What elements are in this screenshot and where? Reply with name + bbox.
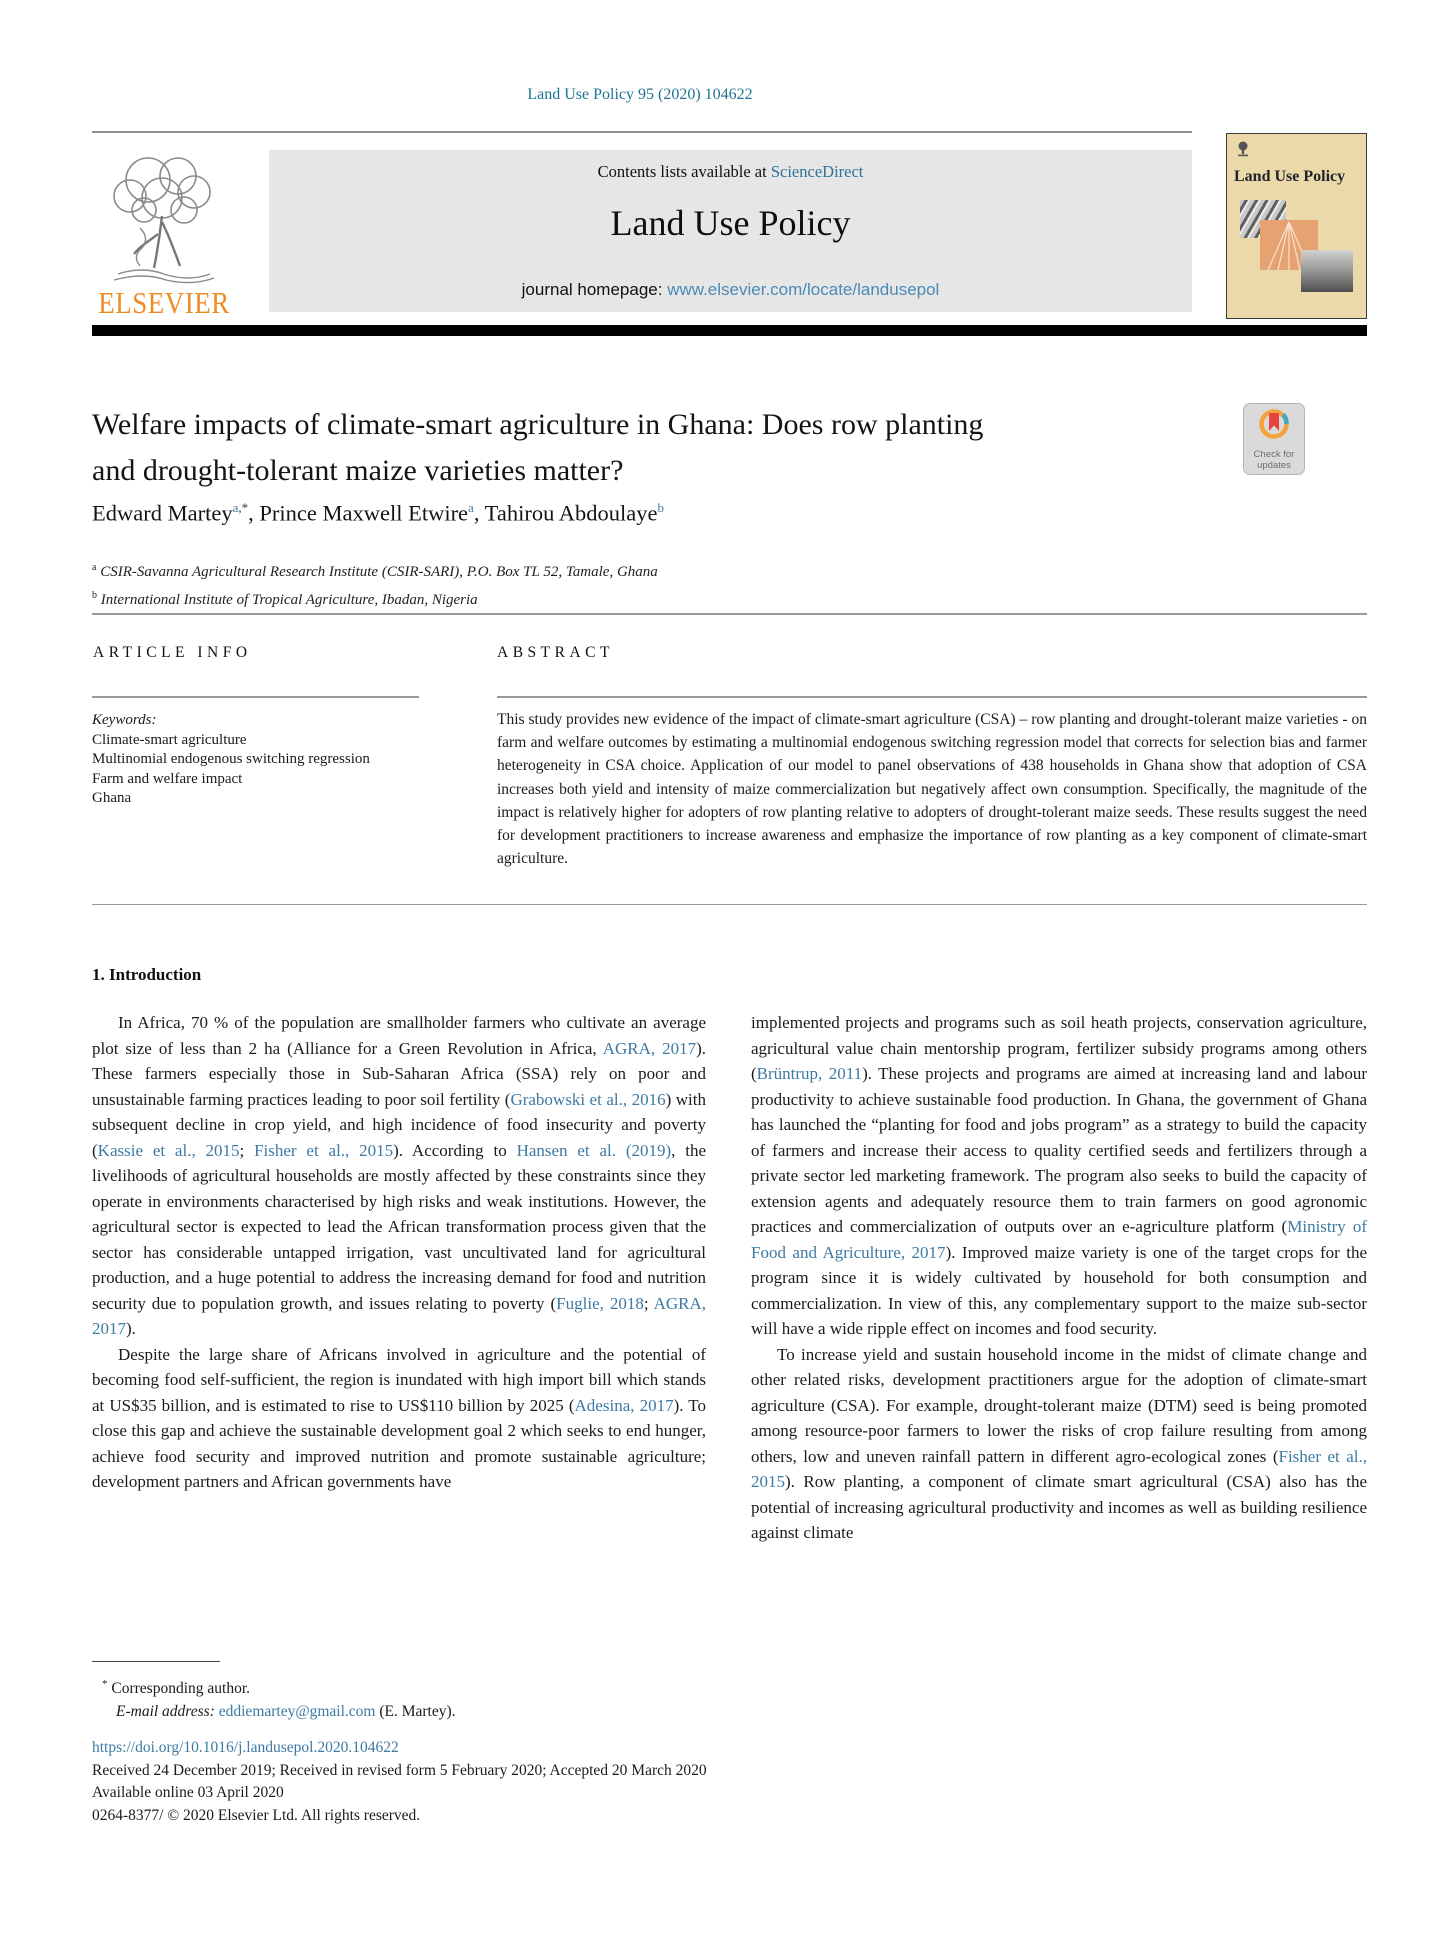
author-name: Tahirou Abdoulaye [484, 500, 658, 526]
copyright-line: 0264-8377/ © 2020 Elsevier Ltd. All rights reserved. [92, 1806, 421, 1824]
article-info-heading: ARTICLE INFO [93, 644, 252, 661]
footnote-block [92, 1673, 456, 1723]
affiliations [92, 556, 658, 612]
homepage-line [269, 280, 1192, 300]
separator-bar [92, 325, 1367, 336]
affiliation: $^b$ International Institute of Tropical Agriculture, Ibadan, Nigeria [92, 590, 478, 608]
journal-cover-thumbnail [1226, 133, 1367, 319]
intro-paragraph: In Africa, 70 % of the population are smallholder farmers who cultivate an average plot size of less than 2 ha (Alliance for a Green Revolution in Africa, AGRA, 2017). These farmers especially those in Sub-Saharan Africa (SSA) rely on poor and unsustainable farming practices leading to poor soil fertility (Grabowski et al., 2016) with subsequent decline in crop yield, and high incidence of food insecurity and poverty (Kassie et al., 2015; Fisher et al., 2015). According to Hansen et al. (2019), the livelihoods of agricultural households are mostly affected by these constraints since they operate in environments characterised by high risks and weak institutions. However, the agricultural sector is expected to lead the African transformation process given that the sector has considerable untapped irrigation, vast uncultivated land for agricultural production, and a huge potential to address the increasing demand for food and nutrition security due to population growth, and issues relating to poverty (Fuglie, 2018; AGRA, 2017). [92, 1013, 707, 1338]
keyword-item: Climate-smart agriculture [92, 731, 247, 748]
citation-link[interactable]: Grabowski et al., 2016 [510, 1089, 666, 1109]
cover-title: Land Use Policy [1234, 168, 1346, 185]
corresponding-author-note: * Corresponding author. [102, 1678, 250, 1698]
publication-info-block [92, 1737, 707, 1827]
introduction-heading: 1. Introduction [92, 965, 202, 984]
article-title-line1: Welfare impacts of climate-smart agriculture in Ghana: Does row planting [92, 408, 984, 441]
journal-title: Land Use Policy [610, 203, 851, 243]
contents-prefix: Contents lists available at [597, 162, 771, 181]
keywords-label: Keywords: [92, 712, 157, 728]
cover-logo-icon [1236, 141, 1250, 157]
check-updates-badge[interactable] [1243, 403, 1305, 475]
article-title-line2: and drought-tolerant maize varieties matter? [92, 454, 624, 487]
affiliation: $^a$ CSIR-Savanna Agricultural Research Institute (CSIR-SARI), P.O. Box TL 52, Tamale, Ghana [92, 562, 658, 580]
footnote-rule [92, 1661, 220, 1662]
available-line: Available online 03 April 2020 [92, 1784, 284, 1801]
citation-link[interactable]: Kassie et al., 2015 [97, 1140, 240, 1160]
author-name: Edward Martey [92, 500, 233, 526]
email-link[interactable]: eddiemartey@gmail.com [218, 1703, 376, 1721]
top-rule [92, 131, 1192, 133]
citation-link[interactable]: Fisher et al., 2015 [254, 1140, 394, 1160]
homepage-prefix: journal homepage: [521, 280, 668, 299]
authors-line: Edward Martey$^{a,*}$, Prince Maxwell Etwire$^a$, Tahirou Abdoulaye$^b$ [92, 500, 664, 526]
author-superscript: a,* [232, 500, 249, 515]
author-superscript: a [468, 500, 474, 515]
article-title [92, 402, 1222, 494]
email-line: E-mail address: eddiemartey@gmail.com (E. Martey). [116, 1703, 456, 1721]
citation-link[interactable]: Fisher et al., 2015 [751, 1446, 1367, 1491]
intro-paragraph: implemented projects and programs such as soil heath projects, conservation agriculture, agricultural value chain mentorship program, fertilizer subsidy programs among others (Brüntrup, 2011). These projects and programs are aimed at increasing land and labour productivity to achieve sustainable food production. In Ghana, the government of Ghana has launched the “planting for food and jobs program” as a strategy to build the capacity of farmers and increase their access to quality certified seeds and fertilizers through a private sector led marketing framework. The program also seeks to build the capacity of extension agents and adequately resource them to train farmers on good agronomic practices and commercialization of outputs over an e-agriculture platform (Ministry of Food and Agriculture, 2017). Improved maize variety is one of the target crops for the program since it is widely cultivated by household for both consumption and commercialization. In view of this, any complementary support to the maize sub-sector will have a wide ripple effect on incomes and food security. [751, 1013, 1368, 1338]
intro-column-right [751, 1010, 1367, 1546]
elsevier-tree-icon [100, 150, 228, 284]
affiliation-superscript: a [92, 562, 97, 573]
intro-paragraph: To increase yield and sustain household income in the midst of climate change and other related risks, development practitioners argue for the adoption of climate-smart agriculture (CSA). For example, drought-tolerant maize (DTM) seed is being promoted among resource-poor farmers to lower the risks of crop failure resulting from among others, low and uneven rainfall pattern in different agro-ecological zones (Fisher et al., 2015). Row planting, a component of climate smart agricultural (CSA) also has the potential of increasing agricultural productivity and incomes as well as building resilience against climate [751, 1344, 1367, 1542]
citation-link[interactable]: AGRA, 2017 [602, 1038, 697, 1058]
citation-link[interactable]: Ministry of Food and Agriculture, 2017 [751, 1217, 1367, 1262]
author-superscript: b [657, 500, 664, 515]
section-divider [92, 613, 1367, 615]
contents-line [269, 162, 1192, 182]
elsevier-wordmark: ELSEVIER [98, 285, 230, 321]
citation-link[interactable]: Fuglie, 2018 [556, 1293, 644, 1313]
keyword-item: Ghana [92, 790, 132, 806]
citation-link[interactable]: Hansen et al. (2019) [516, 1140, 672, 1160]
abstract-text: This study provides new evidence of the impact of climate-smart agriculture (CSA) – row planting and drought-tolerant maize varieties - on farm and welfare outcomes by estimating a multinomial endogenous switching regression model that corrects for selection bias and farmer heterogeneity in CSA choice. Application of our model to panel observations of 438 households in Ghana show that adoption of CSA increases both yield and intensity of maize commercialization but negatively affect own consumption. Specifically, the magnitude of the impact is relatively higher for adopters of row planting relative to adopters of drought-tolerant maize seeds. These results suggest the need for development practitioners to increase awareness and emphasize the importance of row planting as a key component of climate-smart agriculture. [497, 711, 1367, 868]
author-name: Prince Maxwell Etwire [259, 500, 469, 526]
citation-link[interactable]: AGRA, 2017 [92, 1293, 706, 1338]
sciencedirect-link[interactable]: ScienceDirect [770, 162, 864, 181]
affiliation-superscript: b [92, 590, 97, 601]
section-divider [92, 904, 1367, 905]
abstract-heading: ABSTRACT [497, 644, 614, 661]
crossmark-icon [1254, 407, 1294, 445]
corresponding-asterisk: * [102, 1678, 108, 1690]
cover-image-landscape [1301, 250, 1353, 292]
journal-banner [269, 150, 1192, 312]
intro-column-left [92, 1010, 706, 1495]
received-line: Received 24 December 2019; Received in revised form 5 February 2020; Accepted 20 March 2020 [92, 1761, 707, 1779]
keywords-block [92, 711, 370, 809]
check-updates-label: Check for updates [1253, 449, 1295, 471]
intro-paragraph: Despite the large share of Africans involved in agriculture and the potential of becoming food self-sufficient, the region is inundated with high import bill which stands at US$35 billion, and is estimated to rise to US$110 billion by 2025 (Adesina, 2017). To close this gap and achieve the sustainable development goal 2 which seeks to end hunger, achieve food security and improved nutrition and promote sustainable agriculture; development partners and African governments have [92, 1344, 706, 1491]
doi-link[interactable]: https://doi.org/10.1016/j.landusepol.2020.104622 [92, 1739, 399, 1756]
journal-citation-header: Land Use Policy 95 (2020) 104622 [527, 86, 753, 103]
keyword-item: Multinomial endogenous switching regression [92, 751, 370, 767]
elsevier-logo [88, 150, 240, 321]
citation-link[interactable]: Adesina, 2017 [574, 1395, 674, 1415]
citation-link[interactable]: Brüntrup, 2011 [756, 1064, 863, 1083]
homepage-link[interactable]: www.elsevier.com/locate/landusepol [667, 280, 940, 299]
article-info-rule [92, 696, 419, 698]
abstract-rule [497, 696, 1367, 698]
keyword-item: Farm and welfare impact [92, 770, 243, 787]
email-label: E-mail address: [116, 1703, 215, 1721]
